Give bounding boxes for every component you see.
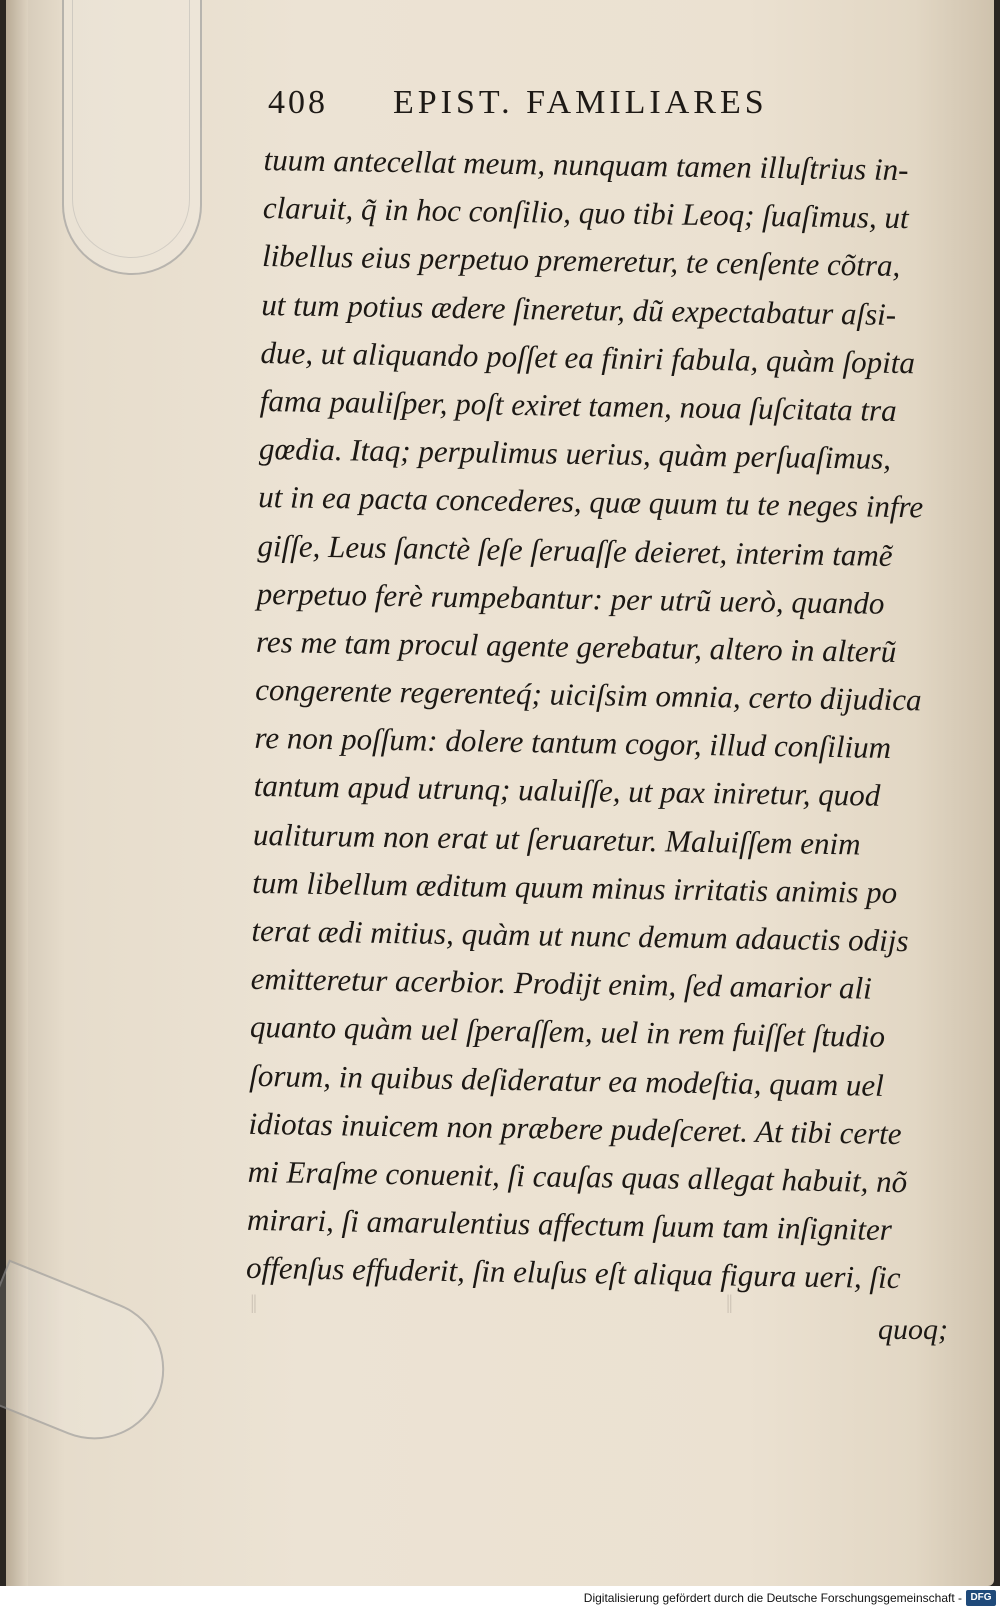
text-line: claruit, q̃ in hoc conſilio, quo tibi Leoq; ſuaſimus, ut (262, 190, 909, 236)
show-through-signature: ǁ ǁ (250, 1290, 740, 1319)
text-line: ſorum, in quibus deſideratur ea modeſtia, quam uel (248, 1057, 885, 1103)
text-line: idiotas inuicem non præbere pudeſceret. At tibi certe (248, 1105, 902, 1151)
text-line: terat ædi mitius, quàm ut nunc demum adauctis odijs (251, 912, 909, 959)
text-line: due, ut aliquando poſſet ea finiri fabula, quàm ſopita (260, 334, 916, 381)
book-page (6, 0, 994, 1586)
text-line: ut tum potius ædere ſineretur, dũ expectabatur aſsi- (261, 286, 897, 332)
text-line: ualiturum non erat ut ſeruaretur. Maluiſſem enim (252, 816, 861, 862)
text-line: ut in ea pacta concederes, quæ quum tu te neges infre (258, 479, 924, 525)
running-head: EPIST. FAMILIARES (393, 84, 768, 121)
text-line: quanto quàm uel ſperaſſem, uel in rem fuiſſet ſtudio (249, 1009, 886, 1055)
text-line: perpetuo ferè rumpebantur: per utrũ uerò, quando (256, 575, 885, 621)
text-line: mi Eraſme conuenit, ſi cauſas quas allegat habuit, nõ (247, 1153, 908, 1200)
text-line: fama pauliſper, poſt exiret tamen, noua ſuſcitata tra (259, 382, 897, 428)
text-line: giſſe, Leus ſanctè ſeſe ſeruaſſe deieret, interim tamẽ (257, 527, 893, 573)
text-line: tantum apud utrunq; ualuiſſe, ut pax iniretur, quod (253, 768, 881, 814)
text-line: congerente regerenteq́; uiciſsim omnia, certo dijudica (255, 671, 922, 718)
text-line: offenſus effuderit, ſin eluſus eſt aliqua figura ueri, ſic (245, 1250, 901, 1296)
page-number: 408 (268, 84, 328, 121)
dfg-logo: DFG (966, 1590, 996, 1606)
page-header (268, 84, 868, 132)
text-line: tuum antecellat meum, nunquam tamen illuſtrius in- (263, 141, 909, 188)
body-text (246, 136, 944, 1303)
text-line: libellus eius perpetuo premeretur, te cenſente cõtra, (261, 238, 901, 284)
text-line: mirari, ſi amarulentius affectum ſuum tam inſigniter (246, 1201, 893, 1248)
text-line: emitteretur acerbior. Prodijt enim, ſed amarior ali (250, 961, 873, 1006)
funding-credit: Digitalisierung gefördert durch die Deutsche Forschungsgemeinschaft - (583, 1591, 962, 1605)
paper-clip-top-inner (72, 0, 190, 258)
text-line: res me tam procul agente gerebatur, altero in alterũ (255, 623, 897, 669)
text-line: re non poſſum: dolere tantum cogor, illud conſilium (254, 720, 892, 766)
text-line: tum libellum æditum quum minus irritatis animis po (252, 864, 898, 910)
text-line: gœdia. Itaq; perpulimus uerius, quàm perſuaſimus, (258, 431, 892, 477)
catchword: quoq; (878, 1313, 948, 1346)
digitization-footer (0, 1586, 1000, 1612)
